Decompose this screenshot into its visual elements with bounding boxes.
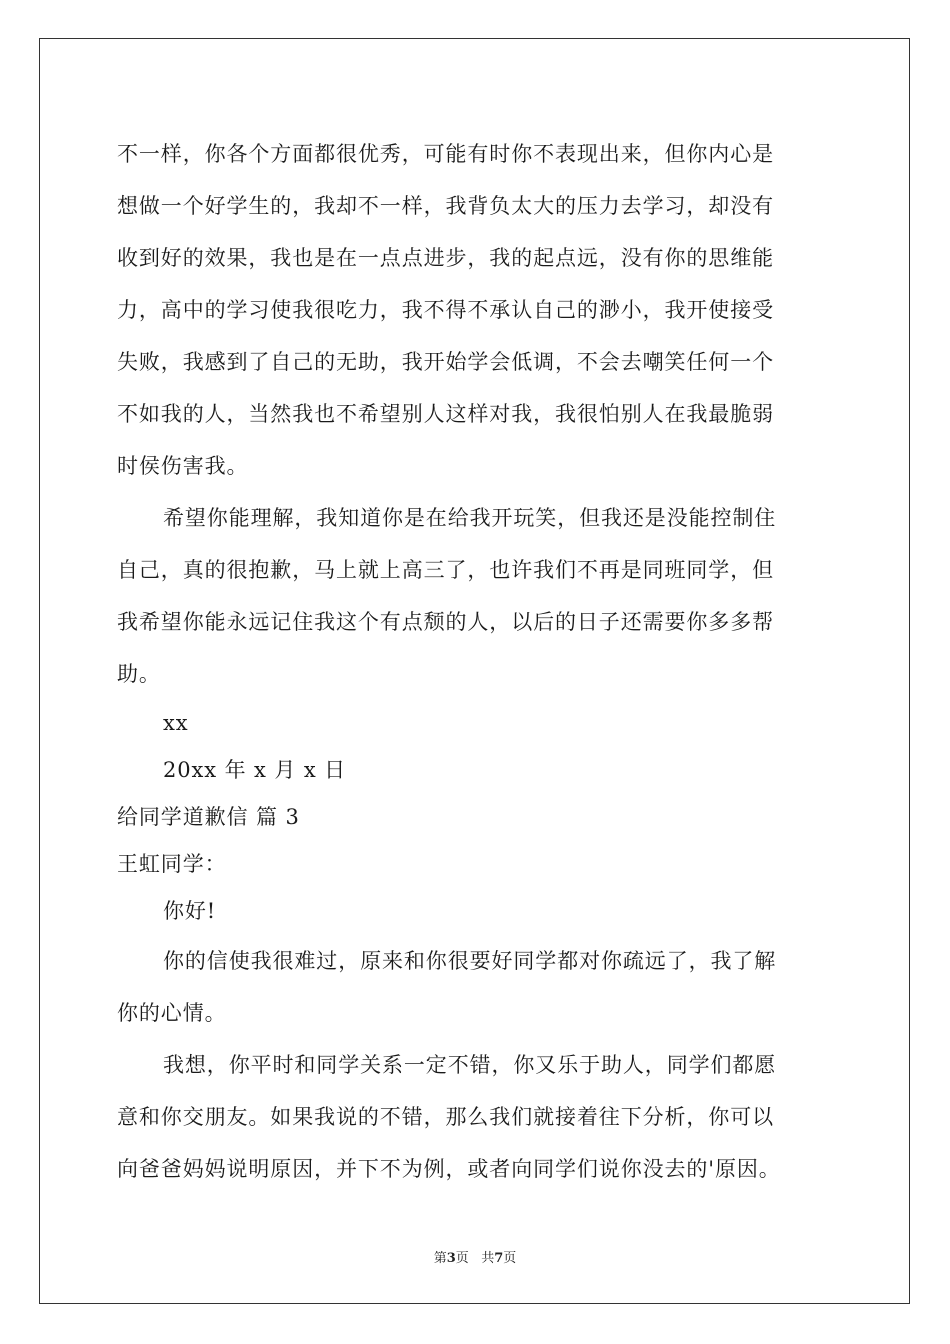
text-line: 向爸爸妈妈说明原因，并下不为例，或者向同学们说你没去的'原因。 [117, 1157, 781, 1181]
text-line: 意和你交朋友。如果我说的不错，那么我们就接着往下分析，你可以 [117, 1105, 774, 1129]
salutation: 王虹同学： [117, 852, 227, 876]
paragraph-1 [117, 128, 837, 492]
section-title: 给同学道歉信 篇 3 [117, 805, 300, 829]
page-prefix: 第 [433, 1251, 447, 1266]
text-line: 你的信使我很难过，原来和你很要好同学都对你疏远了，我了解 [163, 949, 777, 973]
paragraph-4 [117, 1039, 837, 1195]
total-prefix: 共 [481, 1251, 495, 1266]
text-line: 自己，真的很抱歉，马上就上高三了，也许我们不再是同班同学，但 [117, 558, 774, 582]
greeting: 你好! [163, 899, 217, 923]
text-line: 我想，你平时和同学关系一定不错，你又乐于助人，同学们都愿 [163, 1053, 777, 1077]
paragraph-3 [117, 935, 837, 1039]
text-line: 不如我的人，当然我也不希望别人这样对我，我很怕别人在我最脆弱 [117, 402, 774, 426]
page-total: 7 [494, 1251, 504, 1266]
text-line: 失败，我感到了自己的无助，我开始学会低调，不会去嘲笑任何一个 [117, 350, 774, 374]
text-line: 想做一个好学生的，我却不一样，我背负太大的压力去学习，却没有 [117, 194, 774, 218]
page-footer [0, 1247, 950, 1266]
text-line: 时侯伤害我。 [117, 454, 249, 478]
document-body [117, 128, 837, 1195]
text-line: 我希望你能永远记住我这个有点颓的人，以后的日子还需要你多多帮 [117, 610, 774, 634]
text-line: 收到好的效果，我也是在一点点进步，我的起点远，没有你的思维能 [117, 246, 774, 270]
page-suffix: 页 [455, 1251, 469, 1266]
text-line: 你的心情。 [117, 1001, 227, 1025]
page-current: 3 [446, 1251, 456, 1266]
date: 20xx 年 x 月 x 日 [163, 758, 347, 782]
text-line: 希望你能理解，我知道你是在给我开玩笑，但我还是没能控制住 [163, 506, 777, 530]
text-line: 力，高中的学习使我很吃力，我不得不承认自己的渺小，我开使接受 [117, 298, 774, 322]
text-line: 助。 [117, 662, 161, 686]
total-suffix: 页 [503, 1251, 517, 1266]
text-line: 不一样，你各个方面都很优秀，可能有时你不表现出来，但你内心是 [117, 142, 774, 166]
paragraph-2 [117, 492, 837, 700]
signature: xx [163, 711, 189, 735]
